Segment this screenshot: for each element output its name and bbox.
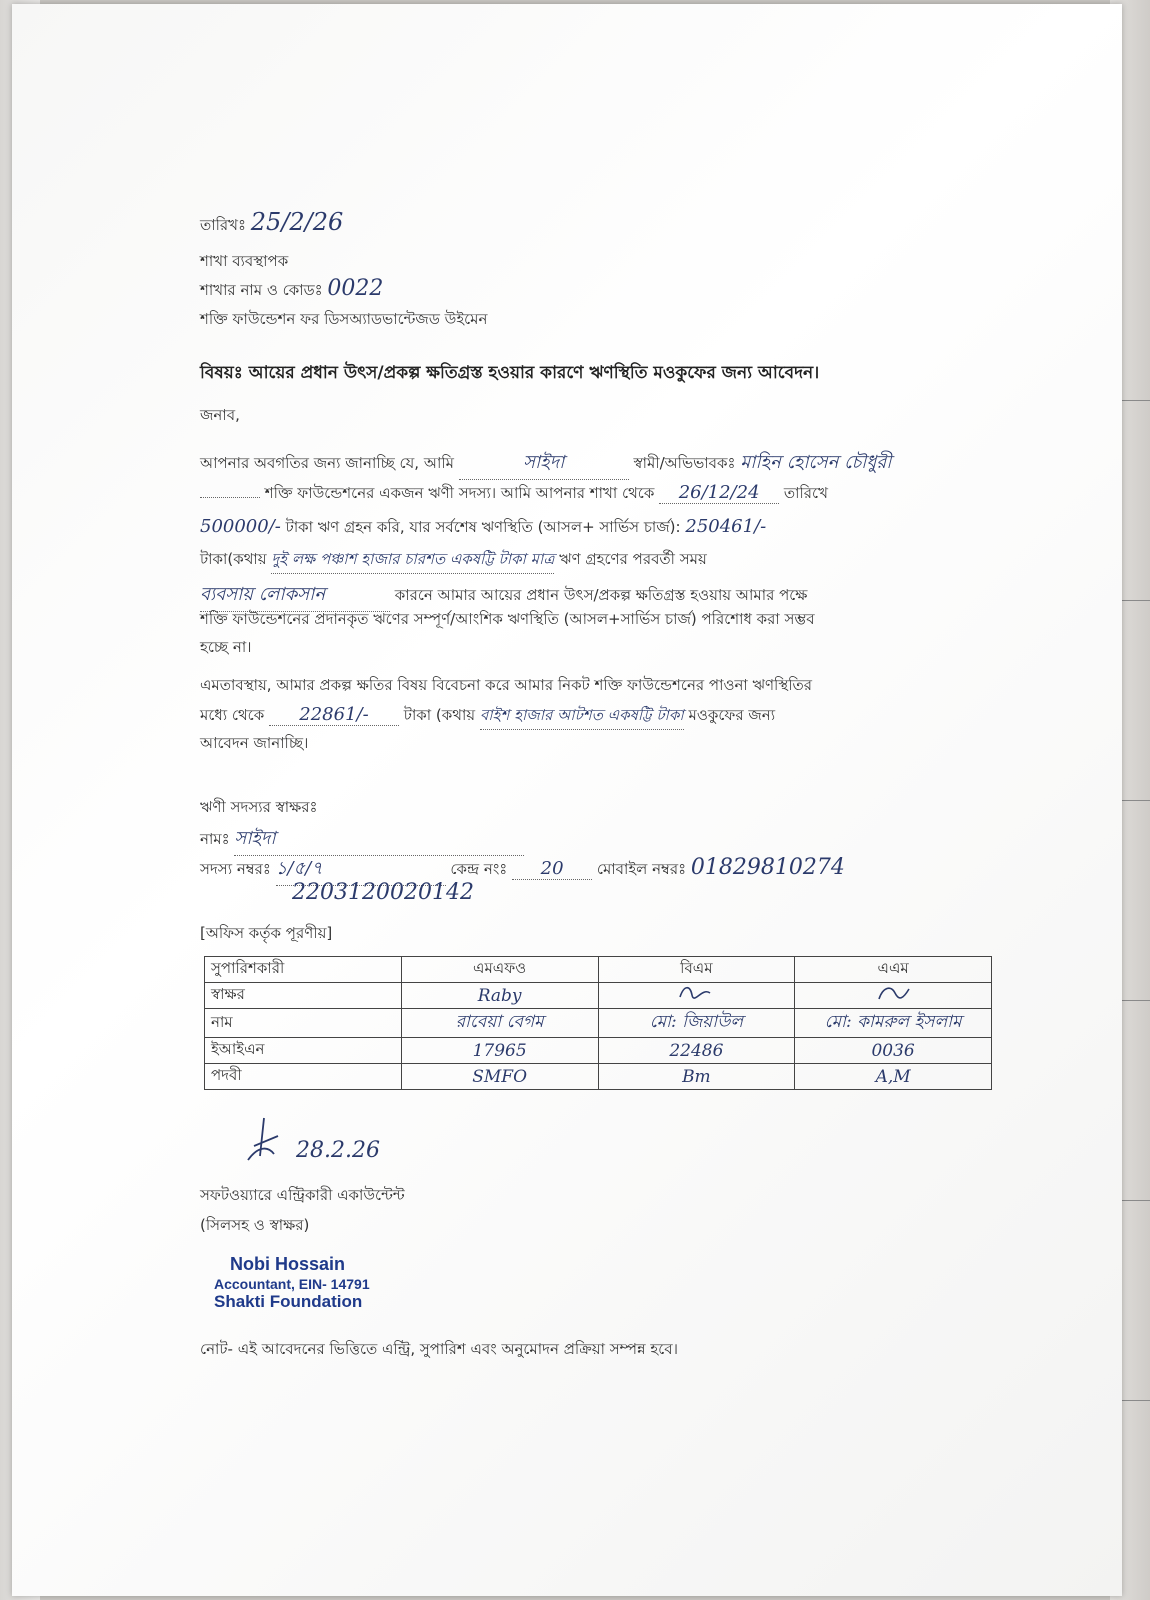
body-text: শক্তি ফাউন্ডেশনের একজন ঋণী সদস্য। আমি আপনার শাখা থেকে bbox=[264, 484, 655, 502]
member-no-label: সদস্য নম্বরঃ bbox=[200, 860, 271, 878]
date-row bbox=[200, 208, 343, 239]
mobile-label: মোবাইল নম্বরঃ bbox=[596, 860, 687, 878]
table-cell: 17965 bbox=[472, 1040, 527, 1061]
body-line-8: এমতাবস্থায়, আমার প্রকল্প ক্ষতির বিষয় বিবেচনা করে আমার নিকট শক্তি ফাউন্ডেশনের পাওনা ঋণস্থিতির bbox=[200, 676, 813, 694]
table-header: সুপারিশকারী bbox=[205, 957, 402, 983]
member-name: সাইদা bbox=[234, 824, 524, 856]
table-header: এমএফও bbox=[401, 957, 598, 983]
table-cell: স্বাক্ষর bbox=[205, 983, 402, 1009]
accountant-signature-date: 28.2.26 bbox=[296, 1138, 380, 1163]
table-cell: SMFO bbox=[472, 1066, 528, 1087]
body-line-6: শক্তি ফাউন্ডেশনের প্রদানকৃত ঋণের সম্পূর্ণ/আংশিক ঋণস্থিতি (আসল+সার্ভিস চার্জ) পরিশোধ করা সম্ভব bbox=[200, 610, 815, 628]
body-text: টাকা (কথায় bbox=[403, 706, 476, 724]
center-label: কেন্দ্র নংঃ bbox=[450, 860, 508, 878]
member-sign-label: ঋণী সদস্যর স্বাক্ষরঃ bbox=[200, 798, 318, 816]
body-line-7: হচ্ছে না। bbox=[200, 638, 252, 656]
member-no: ১/৫/৭ bbox=[276, 854, 446, 886]
table-header: বিএম bbox=[598, 957, 795, 983]
body-text: মধ্যে থেকে bbox=[200, 706, 265, 724]
body-line-3 bbox=[200, 516, 766, 541]
subject-line: বিষয়ঃ আয়ের প্রধান উৎস/প্রকল্প ক্ষতিগ্রস্ত হওয়ার কারণে ঋণস্থিতি মওকুফের জন্য আবেদন। bbox=[200, 363, 820, 383]
table-cell: মো: জিয়াউল bbox=[649, 1012, 744, 1032]
table-row bbox=[205, 1038, 992, 1064]
table-cell: ইআইএন bbox=[205, 1038, 402, 1064]
body-line-1 bbox=[200, 448, 891, 480]
member-name-label: নামঃ bbox=[200, 830, 230, 848]
body-text: টাকা ঋণ গ্রহন করি, যার সর্বশেষ ঋণস্থিতি (আসল+ সার্ভিস চার্জ): bbox=[285, 518, 681, 536]
waive-amount-words: বাইশ হাজার আটশত একষট্টি টাকা bbox=[480, 704, 684, 730]
loan-amount: 500000/- bbox=[200, 516, 281, 537]
table-row bbox=[205, 1064, 992, 1090]
body-line-4 bbox=[200, 548, 707, 574]
bm-signature bbox=[605, 983, 789, 1008]
table-cell: রাবেয়া বেগম bbox=[455, 1012, 544, 1032]
member-name-row bbox=[200, 824, 524, 856]
body-text: আপনার অবগতির জন্য জানাচ্ছি যে, আমি bbox=[200, 454, 454, 472]
body-line-10: আবেদন জানাচ্ছি। bbox=[200, 734, 309, 752]
guardian-label: স্বামী/অভিভাবকঃ bbox=[633, 454, 736, 472]
body-text: টাকা(কথায় bbox=[200, 550, 267, 568]
accountant-role: সফটওয়্যারে এন্ট্রিকারী একাউন্টেন্ট bbox=[200, 1186, 405, 1204]
center-no: 20 bbox=[512, 858, 592, 880]
stamp-title: Accountant, EIN- 14791 bbox=[214, 1276, 370, 1292]
mobile-no: 01829810274 bbox=[690, 855, 845, 880]
loan-balance: 250461/- bbox=[685, 516, 767, 537]
balance-in-words: দুই লক্ষ পঞ্চাশ হাজার চারশত একষট্টি টাকা মাত্র bbox=[271, 548, 554, 574]
table-cell: মো: কামরুল ইসলাম bbox=[824, 1012, 962, 1032]
loss-reason: ব্যবসায় লোকসান bbox=[200, 580, 390, 612]
footer-note: নোট- এই আবেদনের ভিত্তিতে এন্ট্রি, সুপারিশ এবং অনুমোদন প্রক্রিয়া সম্পন্ন হবে। bbox=[200, 1340, 678, 1358]
office-note: [অফিস কর্তৃক পূরণীয়] bbox=[200, 924, 333, 942]
table-cell: 22486 bbox=[669, 1040, 724, 1061]
branch-value: 0022 bbox=[327, 276, 384, 301]
salutation: জনাব, bbox=[200, 406, 240, 424]
body-line-9 bbox=[200, 704, 775, 730]
addressee-line: শাখা ব্যবস্থাপক bbox=[200, 252, 289, 270]
accountant-signature bbox=[234, 1116, 294, 1170]
seal-note: (সিলসহ ও স্বাক্ষর) bbox=[200, 1216, 310, 1234]
table-cell: Bm bbox=[682, 1066, 711, 1087]
body-text: ঋণ গ্রহণের পরবর্তী সময় bbox=[559, 550, 707, 568]
table-cell: পদবী bbox=[205, 1064, 402, 1090]
date-value: 25/2/26 bbox=[250, 208, 344, 236]
am-signature bbox=[801, 983, 985, 1008]
table-cell: নাম bbox=[205, 1009, 402, 1038]
table-header-row bbox=[205, 957, 992, 983]
stamp-name: Nobi Hossain bbox=[230, 1254, 346, 1274]
body-text: কারনে আমার আয়ের প্রধান উৎস/প্রকল্প ক্ষতিগ্রস্ত হওয়ায় আমার পক্ষে bbox=[394, 586, 808, 604]
loan-date: 26/12/24 bbox=[659, 482, 779, 504]
body-text: তারিখে bbox=[783, 484, 828, 502]
table-cell: A,M bbox=[875, 1066, 911, 1087]
blank-field bbox=[200, 497, 260, 498]
body-text: মওকুফের জন্য bbox=[688, 706, 776, 724]
branch-label: শাখার নাম ও কোডঃ bbox=[200, 281, 323, 299]
date-label: তারিখঃ bbox=[200, 216, 246, 234]
table-header: এএম bbox=[795, 957, 992, 983]
organization-line: শক্তি ফাউন্ডেশন ফর ডিসঅ্যাডভান্টেজড উইমেন bbox=[200, 310, 488, 328]
table-row bbox=[205, 1009, 992, 1038]
mfo-signature: Raby bbox=[477, 985, 522, 1006]
waive-amount: 22861/- bbox=[269, 704, 399, 726]
recommendation-table bbox=[204, 956, 992, 1090]
stamp-org: Shakti Foundation bbox=[214, 1292, 363, 1311]
member-id: 2203120020142 bbox=[292, 880, 474, 905]
table-row bbox=[205, 983, 992, 1009]
applicant-name: সাইদা bbox=[459, 448, 629, 480]
guardian-name: মাহিন হোসেন চৌধুরী bbox=[740, 452, 892, 473]
body-line-2 bbox=[200, 482, 828, 507]
application-paper bbox=[12, 4, 1122, 1596]
table-cell: 0036 bbox=[871, 1040, 915, 1061]
branch-row bbox=[200, 276, 383, 304]
